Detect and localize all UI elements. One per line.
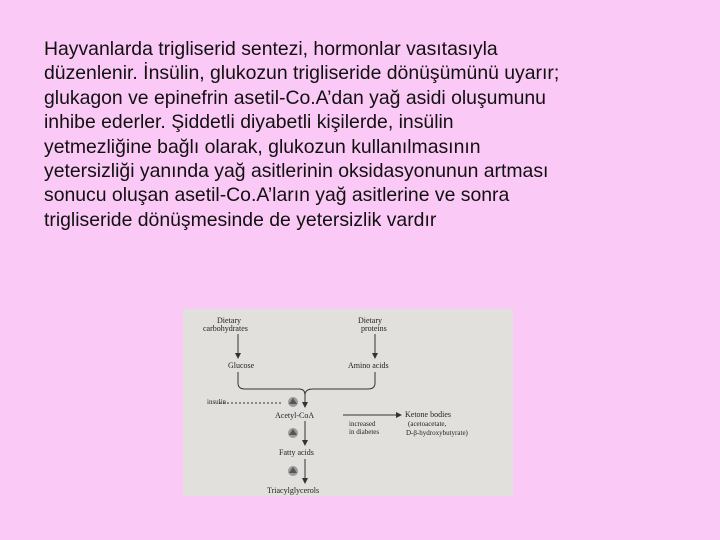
- paragraph-line: sonucu oluşan asetil-Co.A’ların yağ asitlerine ve sonra: [44, 184, 510, 207]
- dietary-carbs-label-1: Dietary: [217, 316, 241, 325]
- regulation-markers: [288, 397, 298, 476]
- paragraph-line: düzenlenir. İnsülin, glukozun trigliseride dönüşümünü uyarır;: [44, 62, 560, 85]
- fatty-acids-label: Fatty acids: [279, 448, 314, 457]
- insulin-label: insulin: [207, 398, 227, 406]
- triacylglycerols-label: Triacylglycerols: [267, 486, 320, 495]
- arrow-aminoacids-acetylcoa: [305, 372, 375, 395]
- dietary-carbs-label-2: carbohydrates: [203, 324, 248, 333]
- ketone-bodies-label: Ketone bodies: [405, 410, 451, 419]
- paragraph-line: yetmezliğine bağlı olarak, glukozun kullanılmasının: [44, 135, 481, 158]
- diagram-svg: [183, 309, 513, 496]
- paragraph-line: yetersizliği yanında yağ asitlerinin oksidasyonunun artması: [44, 160, 549, 183]
- metabolism-diagram: [183, 309, 513, 496]
- paragraph-line: trigliseride dönüşmesinde de yetersizlik vardır: [44, 208, 437, 231]
- paragraph: [44, 37, 694, 232]
- paragraph-line: Hayvanlarda trigliserid sentezi, hormonlar vasıtasıyla: [44, 38, 498, 60]
- amino-acids-label: Amino acids: [348, 361, 389, 370]
- increased-label-2: in diabetes: [349, 428, 380, 436]
- dietary-proteins-label-1: Dietary: [358, 316, 382, 325]
- dietary-proteins-label-2: proteins: [361, 324, 387, 333]
- paragraph-line: inhibe ederler. Şiddetli diyabetli kişilerde, insülin: [44, 111, 454, 134]
- paragraph-line: glukagon ve epinefrin asetil-Co.A’dan yağ asidi oluşumunu: [44, 86, 546, 109]
- ketone-bodies-sub-1: (acetoacetate,: [408, 420, 447, 428]
- increased-label-1: increased: [349, 420, 376, 428]
- ketone-bodies-sub-2: D-β-hydroxybutyrate): [406, 429, 468, 437]
- glucose-label: Glucose: [228, 361, 255, 370]
- acetyl-coa-label: Acetyl-CoA: [275, 411, 315, 420]
